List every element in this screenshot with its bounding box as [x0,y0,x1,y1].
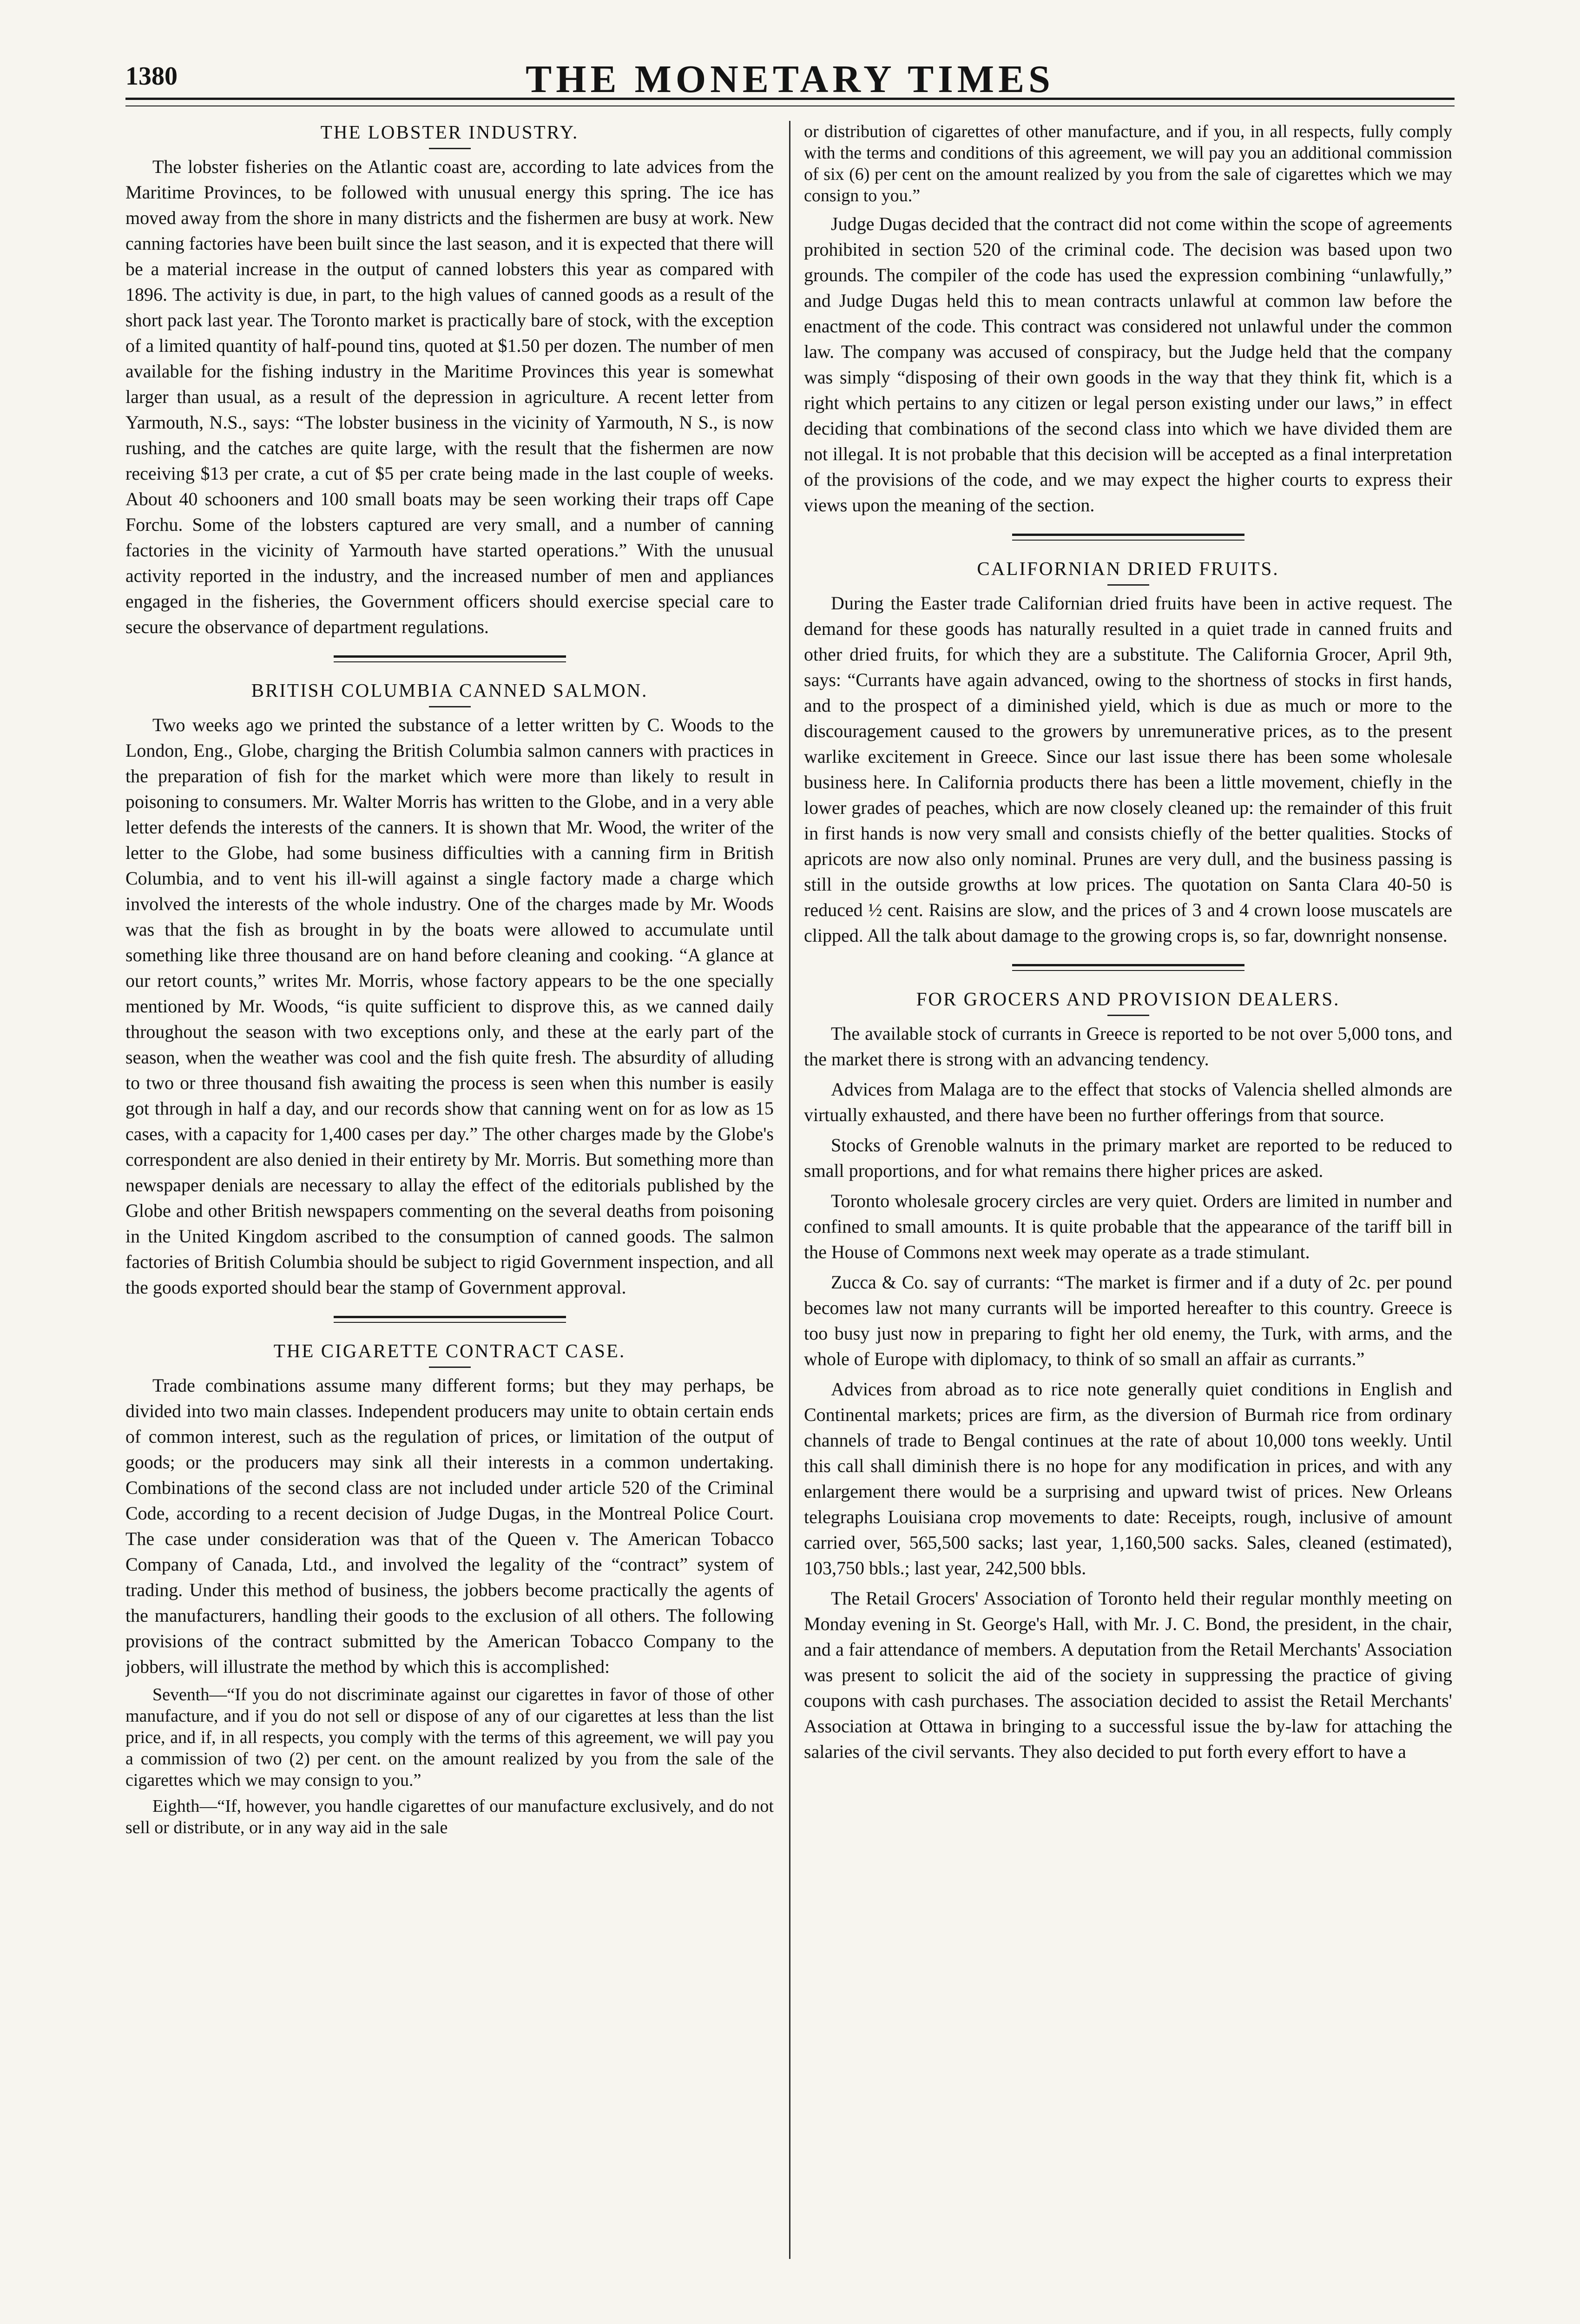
section-separator [1012,964,1244,971]
article-paragraph: During the Easter trade Californian dried fruits have been in active request. The demand for these goods has naturally resulted in a quiet trade in canned fruits and other dried fruits, for which they are a substitute. The California Grocer, April 9th, says: “Currants have again advanced, owing to the shortness of stocks in first hands, and to the prospect of a diminished yield, which is due as much or more to the discouragement caused to the growers by unremunerative prices, as to the present warlike excitement in Greece. Since our last issue there has been some wholesale business here. In California products there has been a little movement, chiefly in the lower grades of peaches, which are now closely cleaned up: the remainder of this fruit in first hands is now very small and consists chiefly of the better qualities. Stocks of apricots are now also only nominal. Prunes are very dull, and the business passing is still in the outside growths at low prices. The quotation on Santa Clara 40-50 is reduced ½ cent. Raisins are slow, and the prices of 3 and 4 crown loose muscatels are clipped. All the talk about damage to the growing crops is, so far, downright nonsense. [804,593,1452,946]
article-title: THE CIGARETTE CONTRACT CASE. [273,1340,626,1361]
article-paragraph: The Retail Grocers' Association of Toronto held their regular monthly meeting on Monday evening in St. George's Hall, with Mr. J. C. Bond, the president, in the chair, and a fair attendance of members. A deputation from the Retail Merchants' Association was present to solicit the aid of the society in suppressing the practice of giving coupons with cash purchases. The association decided to assist the Retail Merchants' Association at Ottawa in bringing to a successful issue the by-law for attaching the salaries of the civil servants. They also decided to put forth every effort to have a [804,1588,1452,1762]
article-paragraph: Two weeks ago we printed the substance of a letter written by C. Woods to the London, Eng., Globe, charging the British Columbia salmon canners with practices in the preparation of fish for the market which were more than likely to result in poisoning to consumers. Mr. Walter Morris has written to the Globe, and in a very able letter defends the interests of the canners. It is shown that Mr. Wood, the writer of the letter to the Globe, had some business difficulties with a canning firm in British Columbia, and to vent his ill-will against a single factory made a charge which involved the interests of the whole industry. One of the charges made by Mr. Woods was that the fish as brought in by the boats were allowed to accumulate until something like three thousand are on hand before cleaning and cooking. “A glance at our retort counts,” writes Mr. Morris, whose factory appears to be the one specially mentioned by Mr. Woods, “is quite sufficient to disprove this, as we canned daily throughout the season with two exceptions only, and these at the early part of the season, when the weather was cool and the fish quite fresh. The absurdity of alluding to two or three thousand fish awaiting the process is seen when this number is easily got through in half a day, and our records show that canning went on for as low as 15 cases, with a capacity for 1,400 cases per day.” The other charges made by the Globe's correspondent are also denied in their entirety by Mr. Morris. But something more than newspaper denials are necessary to allay the effect of the editorials published by the Globe and other British newspapers commenting on the several deaths from poisoning in the United Kingdom ascribed to the consumption of canned goods. The salmon factories of British Columbia should be subject to rigid Government inspection, and all the goods exported should bear the stamp of Government approval. [125,714,774,1298]
article-title: THE LOBSTER INDUSTRY. [320,121,579,143]
newspaper-page [125,51,1455,2282]
column-divider [789,121,790,2259]
article-paragraph: Trade combinations assume many different forms; but they may perhaps, be divided into two main classes. Independent producers may unite to obtain certain ends of common interest, such as the regulation of prices, or limitation of the output of goods; or the producers may sink all their interests in a common undertaking. Combinations of the second class are not included under article 520 of the Criminal Code, according to a recent decision of Judge Dugas, in the Montreal Police Court. The case under consideration was that of the Queen v. The American Tobacco Company of Canada, Ltd., and involved the legality of the “contract” system of trading. Under this method of business, the jobbers become practically the agents of the manufacturers, handling their goods to the exclusion of all others. The following provisions of the contract submitted by the American Tobacco Company to the jobbers, will illustrate the method by which this is accomplished: [125,1375,774,1677]
contract-clause-eighth: Eighth—“If, however, you handle cigarettes of our manufacture exclusively, and do not sell or distribute, or in any way aid in the sale [125,1796,774,1837]
article-paragraph: Judge Dugas decided that the contract did not come within the scope of agreements prohibited in section 520 of the criminal code. The decision was based upon two grounds. The compiler of the code has used the expression combining “unlawfully,” and Judge Dugas held this to mean contracts unlawful at common law before the enactment of the code. This contract was considered not unlawful under the common law. The company was accused of conspiracy, but the Judge held that the company was simply “disposing of their own goods in the way that they think fit, which is a right which pertains to any citizen or legal person existing under our laws,” in effect deciding that combinations of the second class into which we have divided them are not illegal. It is not probable that this decision will be accepted as a final interpretation of the provisions of the code, and we may expect the higher courts to express their views upon the meaning of the section. [804,213,1452,515]
header-double-rule [125,98,1455,106]
article-paragraph: Toronto wholesale grocery circles are very quiet. Orders are limited in number and confined to small amounts. It is quite probable that the appearance of the tariff bill in the House of Commons next week may operate as a trade stimulant. [804,1190,1452,1262]
article-paragraph: Stocks of Grenoble walnuts in the primary market are reported to be reduced to small proportions, and for what remains there higher prices are asked. [804,1135,1452,1181]
article-title: CALIFORNIAN DRIED FRUITS. [977,558,1279,579]
section-separator [334,1316,566,1323]
article-bc-canned-salmon [125,679,774,1300]
article-title: FOR GROCERS AND PROVISION DEALERS. [916,988,1340,1010]
page-header [125,51,1455,102]
article-cigarette-contract-case [125,1340,774,1838]
title-underline [429,706,471,707]
page-number: 1380 [125,62,178,91]
article-californian-dried-fruits [804,557,1452,948]
right-column [804,121,1452,2278]
section-separator [334,655,566,662]
article-title: BRITISH COLUMBIA CANNED SALMON. [251,680,648,701]
article-paragraph: The lobster fisheries on the Atlantic coast are, according to late advices from the Maritime Provinces, to be followed with unusual energy this spring. The ice has moved away from the shore in many districts and the fishermen are busy at work. New canning factories have been built since the last season, and it is expected that there will be a material increase in the output of canned lobsters this year as compared with 1896. The activity is due, in part, to the high values of canned goods as a result of the short pack last year. The Toronto market is practically bare of stock, with the exception of a limited quantity of half-pound tins, quoted at $1.50 per dozen. The number of men available for the fishing industry in the Maritime Provinces this year is somewhat larger than usual, as a result of the depression in agriculture. A recent letter from Yarmouth, N.S., says: “The lobster business in the vicinity of Yarmouth, N S., is now rushing, and the catches are quite large, with the result that the fishermen are now receiving $13 per crate, a cut of $5 per crate being made in the last couple of weeks. About 40 schooners and 100 small boats may be seen working their traps off Cape Forchu. Some of the lobsters captured are very small, and a number of canning factories in the vicinity of Yarmouth have started operations.” With the unusual activity reported in the industry, and the increased number of men and appliances engaged in the fisheries, the Government officers should exercise special care to secure the observance of department regulations. [125,156,774,637]
title-underline [1107,584,1149,586]
title-underline [429,148,471,149]
contract-clause-continued: or distribution of cigarettes of other manufacture, and if you, in all respects, fully comply with the terms and conditions of this agreement, we will pay you an additional commission of six (6) per cent on the amount realized by you from the sale of cigarettes which we may consign to you.” [804,122,1452,205]
title-underline [429,1367,471,1368]
left-column [125,121,774,2278]
masthead-title: THE MONETARY TIMES [526,58,1054,101]
title-underline [1107,1015,1149,1016]
contract-clause-seventh: Seventh—“If you do not discriminate against our cigarettes in favor of those of other manufacture, and if you do not sell or dispose of any of our cigarettes at less than the list price, and if, in all respects, you comply with the terms of this agreement, we will pay you a commission of two (2) per cent. on the amount realized by you from the sale of the cigarettes which we may consign to you.” [125,1685,774,1790]
article-paragraph: Advices from abroad as to rice note generally quiet conditions in English and Continental markets; prices are firm, as the diversion of Burmah rice from ordinary channels of trade to Bengal continues at the rate of about 10,000 tons weekly. Until this call shall diminish there is no hope for any modification in prices, and with any enlargement there would be a surprising and upward twist of prices. New Orleans telegraphs Louisiana crop movements to date: Receipts, rough, inclusive of amount carried over, 565,500 sacks; last year, 1,160,500 sacks. Sales, cleaned (estimated), 103,750 bbls.; last year, 242,500 bbls. [804,1379,1452,1578]
article-cigarette-continued [804,121,1452,518]
article-paragraph: The available stock of currants in Greece is reported to be not over 5,000 tons, and the market there is strong with an advancing tendency. [804,1023,1452,1070]
article-paragraph: Advices from Malaga are to the effect that stocks of Valencia shelled almonds are virtually exhausted, and there have been no further offerings from that source. [804,1079,1452,1125]
section-separator [1012,534,1244,541]
article-lobster-industry [125,121,774,640]
article-grocers-provision-dealers [804,988,1452,1764]
article-paragraph: Zucca & Co. say of currants: “The market is firmer and if a duty of 2c. per pound becomes law not many currants will be imported hereafter to this country. Greece is too busy just now in preparing to fight her old enemy, the Turk, with arms, and the whole of Europe with diplomacy, to think of so small an affair as currants.” [804,1272,1452,1369]
